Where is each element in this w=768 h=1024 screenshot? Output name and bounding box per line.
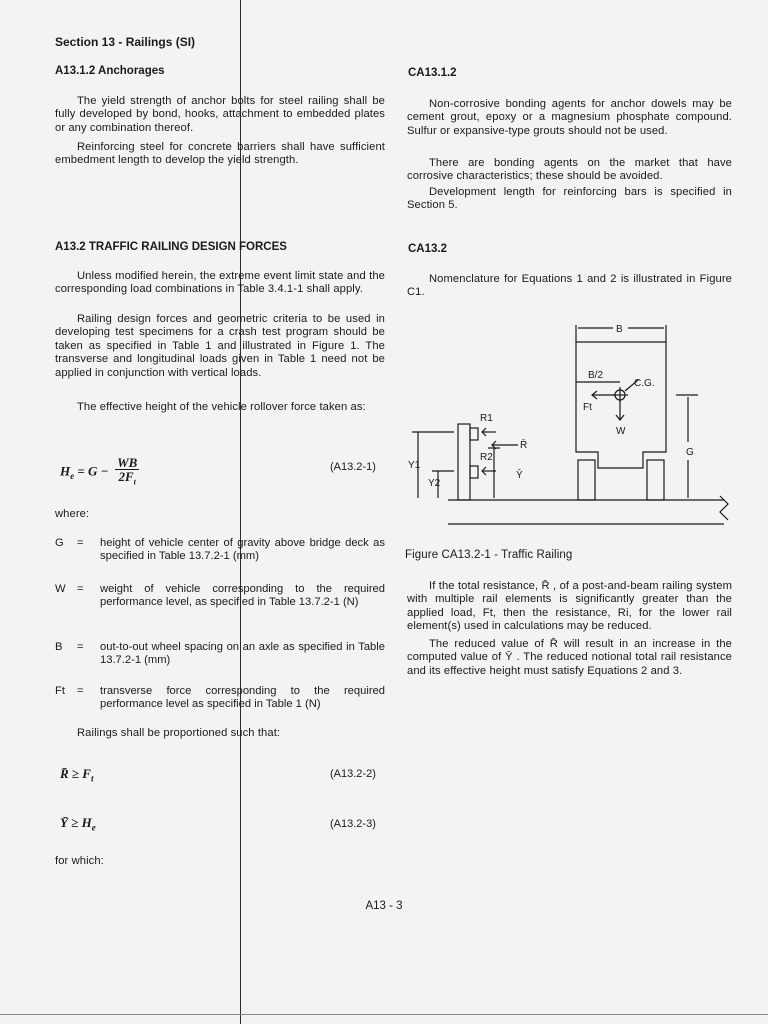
commentary-nomenclature: Nomenclature for Equations 1 and 2 is illustrated in Figure C1. [407,273,732,299]
eq1-lhs: H [60,463,71,479]
label-g: G [686,447,694,458]
commentary-total-resistance: If the total resistance, R̄ , of a post-and-beam railing system with multiple rail elements is significantly greater than the applied load, Ft, then the resistance, Ri, for the lower rail element(s) used in calculations may be reduced. [407,580,732,633]
railing-post [458,424,470,500]
railing-diagram [408,300,738,545]
paragraph-reinforcing-steel: Reinforcing steel for concrete barriers shall have sufficient embedment length to develop the yield strength. [55,141,385,167]
paragraph-effective-height: The effective height of the vehicle rollover force taken as: [77,401,366,413]
paragraph-limit-state: Unless modified herein, the extreme event limit state and the corresponding load combinations in Table 3.4.1-1 shall apply. [55,270,385,296]
def-symbol: G [55,537,64,549]
eq3-text: Ȳ ≥ H [60,815,92,830]
commentary-bonding-agents: Non-corrosive bonding agents for anchor dowels may be cement grout, epoxy or a magnesium phosphate compound. Sulfur or expansive-type grouts should not be used. [407,98,732,137]
label-r2: R2 [480,452,493,463]
figure-traffic-railing [408,300,738,550]
equation-a13-2-2 [60,766,94,784]
where-label: where: [55,508,90,520]
def-text: weight of vehicle corresponding to the required performance level, as specified in Table 13.7.2-1 (N) [100,583,385,609]
label-r1: R1 [480,413,493,424]
def-symbol: B [55,641,63,653]
equation-number-2: (A13.2-2) [330,768,376,780]
label-y2: Y2 [428,478,441,489]
heading-ca13-1-2: CA13.1.2 [408,67,457,79]
eq2-text: R̄ ≥ F [60,766,91,781]
commentary-corrosive: There are bonding agents on the market that have corrosive characteristics; these should be avoided. [407,157,732,183]
commentary-reduced-value: The reduced value of R̄ will result in an increase in the computed value of Ȳ . The reduced notional total rail resistance and its effective height must satisfy Equations 2 and 3. [407,638,732,677]
def-equals: = [77,583,84,595]
eq2-sub: t [90,773,94,784]
paragraph-design-forces: Railing design forces and geometric criteria to be used in developing test specimens for a crash test program should be taken as specified in Table 1 and illustrated in Figure 1. The transverse and longitudinal loads given in Table 1 need not be applied in conjunction with vertical loads. [55,313,385,379]
page-number: A13 - 3 [365,900,403,912]
paragraph-proportioned: Railings shall be proportioned such that: [77,727,281,739]
label-w: W [616,426,626,437]
paragraph-anchor-bolts: The yield strength of anchor bolts for steel railing shall be fully developed by bond, hooks, attachment to embedded plates or any combination thereof. [55,95,385,134]
equation-a13-2-1 [60,456,139,486]
section-header: Section 13 - Railings (SI) [55,35,196,49]
equation-a13-2-3 [60,815,96,833]
eq1-numerator: WB [117,455,138,470]
eq1-den-sub: t [133,477,136,487]
heading-traffic-railing-forces: A13.2 TRAFFIC RAILING DESIGN FORCES [55,241,287,253]
def-text: transverse force corresponding to the required performance level as specified in Table 1 (N) [100,685,385,711]
def-equals: = [77,641,84,653]
eq1-den-text: 2F [118,469,134,484]
eq1-lhs-sub: e [70,470,75,481]
label-b: B [616,324,623,335]
wheel-left [578,460,595,500]
equation-number-1: (A13.2-1) [330,461,376,473]
commentary-development-length: Development length for reinforcing bars is specified in Section 5. [407,186,732,212]
def-symbol: Ft [55,685,65,697]
eq1-denominator [115,470,139,489]
def-symbol: W [55,583,66,595]
def-text: height of vehicle center of gravity above bridge deck as specified in Table 13.7.2-1 (mm) [100,537,385,563]
label-ybar: Ȳ [516,470,523,481]
label-b2: B/2 [588,370,604,381]
heading-ca13-2: CA13.2 [408,243,447,255]
equation-number-3: (A13.2-3) [330,818,376,830]
def-equals: = [77,685,84,697]
label-ft: Ft [583,402,592,413]
label-rbar: R̄ [520,440,528,451]
rail-element-2 [470,466,478,478]
wheel-right [647,460,664,500]
eq3-sub: e [91,822,96,833]
label-cg: C.G. [634,378,655,389]
heading-anchorages: A13.1.2 Anchorages [55,65,165,77]
for-which-label: for which: [55,855,104,867]
eq1-fraction [115,456,139,489]
rail-element-1 [470,428,478,440]
label-y1: Y1 [408,460,421,471]
eq1-mid: = G − [74,463,112,479]
figure-caption: Figure CA13.2-1 - Traffic Railing [405,549,573,561]
def-text: out-to-out wheel spacing on an axle as specified in Table 13.7.2-1 (mm) [100,641,385,667]
def-equals: = [77,537,84,549]
scan-bottom-edge [0,1014,768,1015]
